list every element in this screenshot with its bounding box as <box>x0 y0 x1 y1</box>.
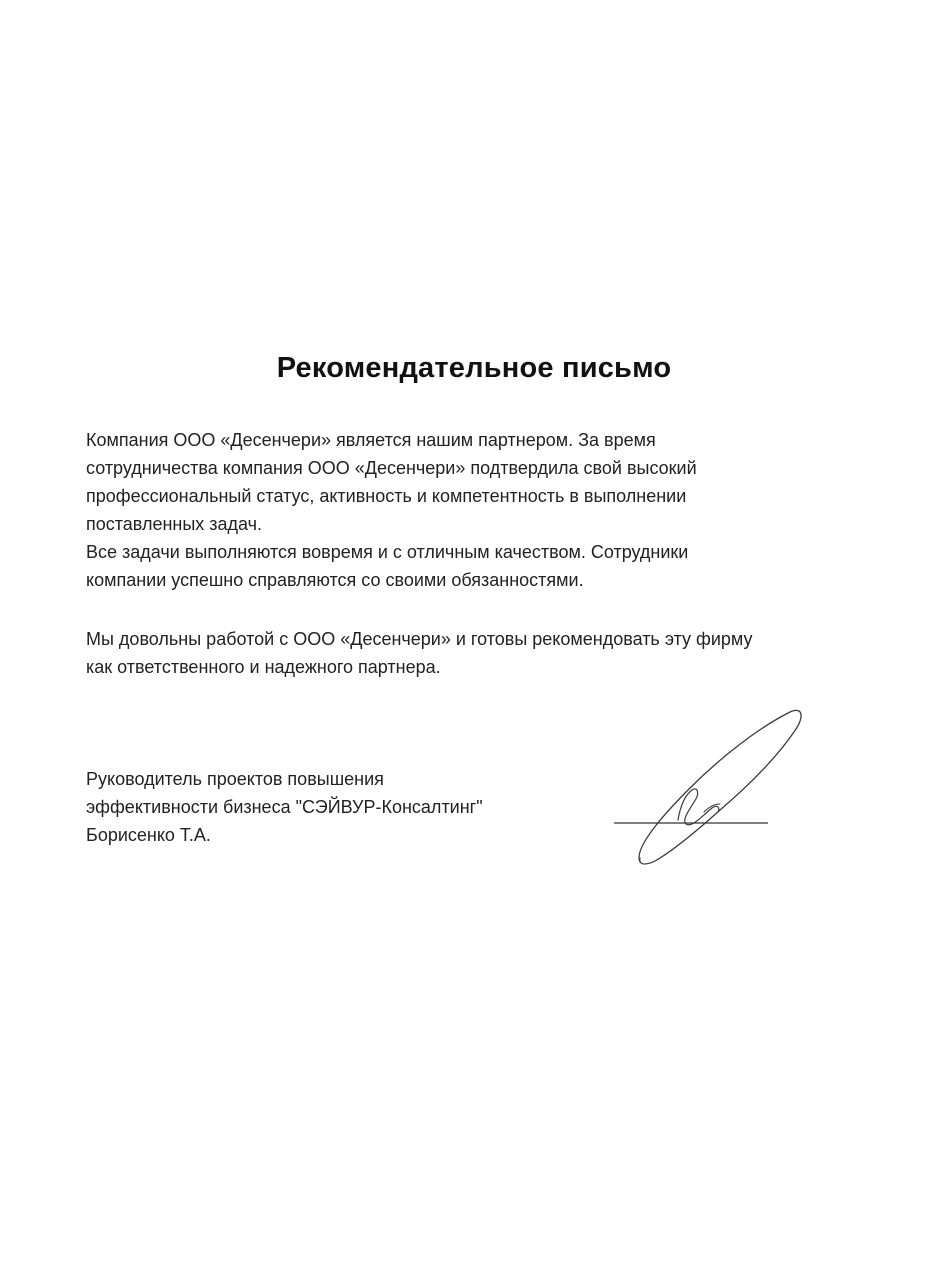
letter-title: Рекомендательное письмо <box>276 352 672 384</box>
letter-paragraph-2 <box>86 625 886 681</box>
text-line: как ответственного и надежного партнера. <box>86 657 441 677</box>
text-line: Компания ООО «Десенчери» является нашим партнером. За время <box>86 430 656 450</box>
signer-position: Руководитель проектов повышения <box>86 769 384 789</box>
text-line: Мы довольны работой с ООО «Десенчери» и готовы рекомендовать эту фирму <box>86 629 753 649</box>
signature-loop <box>639 710 801 864</box>
text-line: Все задачи выполняются вовремя и с отличным качеством. Сотрудники <box>86 542 689 562</box>
text-line: поставленных задач. <box>86 514 263 534</box>
text-line: сотрудничества компания ООО «Десенчери» подтвердила свой высокий <box>86 458 697 478</box>
handwritten-signature <box>608 700 808 875</box>
signer-block <box>86 765 483 849</box>
signer-company: эффективности бизнеса "СЭЙВУР-Консалтинг" <box>86 797 483 817</box>
letter-paragraph-1 <box>86 426 886 594</box>
text-line: компании успешно справляются со своими обязанностями. <box>86 570 584 590</box>
signer-name: Борисенко Т.А. <box>86 825 211 845</box>
text-line: профессиональный статус, активность и компетентность в выполнении <box>86 486 687 506</box>
